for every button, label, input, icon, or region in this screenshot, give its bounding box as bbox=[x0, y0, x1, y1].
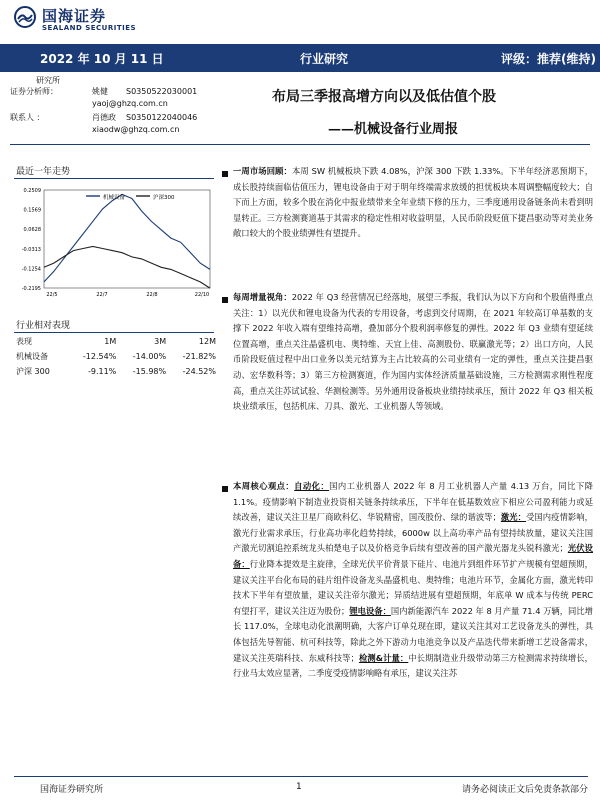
paragraph-text: 2022 年 Q3 经营情况已经落地，展望三季报，我们认为以下方向和个股值得重点关注：1）以光伏和锂电设备为代表的专用设备，考虑到交付周期，在 2021 年较高订单基数的支撑下 2022 年收入端有望维持高增，叠加部分个股利润率修复的弹性。2022 年 Q3 业绩有望延续位置高增，重点关注晶盛机电、奥特维、天宜上佳、高测股份、联赢激光等；2）出口方向，人民币阶段贬值过程中出口业务以美元结算为主占比较高的公司业绩有一定的弹性，重点关注捷昌驱动、宏华数科等；3）第三方检测赛道，作为国内实体经济质量基础设施，三方检测需求刚性程度高，重点关注苏试试验、华测检测等。另外通用设备板块业绩持续承压，预计 2022 年 Q3 相关板块业绩承压，包括机床、刀具、激光、工业机器人等领域。 bbox=[233, 292, 593, 412]
topic-automation: 自动化： bbox=[294, 481, 330, 491]
report-date: 2022 年 10 月 11 日 bbox=[40, 52, 164, 66]
footer-source: 国海证券研究所 bbox=[40, 785, 104, 795]
topic-laser: 激光： bbox=[500, 512, 527, 523]
report-rating: 评级：推荐(维持) bbox=[501, 52, 596, 66]
topic-lithium-equipment: 锂电设备： bbox=[349, 605, 391, 616]
table-cell: -24.52% bbox=[182, 367, 216, 376]
y-tick-label: -0.1254 bbox=[21, 266, 41, 273]
chart-divider bbox=[14, 178, 214, 179]
table-cell: -9.11% bbox=[87, 367, 117, 376]
chart-plot-area bbox=[44, 190, 210, 288]
footer-divider bbox=[14, 776, 588, 777]
table-cell: 沪深 300 bbox=[16, 367, 50, 376]
table-cell: -21.82% bbox=[182, 352, 216, 361]
contact-name: 肖德政 bbox=[92, 113, 116, 122]
y-tick-label: -0.2195 bbox=[21, 286, 41, 292]
table-cell: 机械设备 bbox=[16, 352, 48, 361]
header-cell: 12M bbox=[198, 337, 216, 346]
paragraph-lead: 一周市场回顾： bbox=[233, 166, 292, 176]
report-subtitle: ——机械设备行业周报 bbox=[328, 122, 459, 137]
analyst-email[interactable]: yaoj@ghzq.com.cn bbox=[92, 99, 168, 108]
header-cell: 表现 bbox=[16, 337, 32, 346]
paragraph-text: 中长期制造业升级带动第三方检测需求持续增长，行业马太效应显著，二季度受疫情影响略有承压，建议关注苏 bbox=[233, 652, 593, 679]
page-number: 1 bbox=[296, 782, 302, 792]
paragraph-text: 行业降本提效是主旋律，全球光伏平价背景下硅片、电池片到组件环节扩产规模有望超预期，建议关注平台化布局的硅片组件设备龙头晶盛机电、奥特维；电池片环节，金属化方面，激光转印技术下半年有望放量，建议关注帝尔激光；异质结进展有望超预期，年底单 W 成本与传统 PERC 有望打平，建议关注迈为股份； bbox=[233, 558, 593, 616]
table-cell: -14.00% bbox=[132, 352, 167, 361]
analyst-role: 证券分析师： bbox=[10, 87, 58, 96]
bullet-icon bbox=[222, 171, 228, 177]
topic-pv-equipment: 光伏设备： bbox=[233, 543, 593, 569]
header-cell: 1M bbox=[104, 337, 117, 346]
x-tick-label: 22/10 bbox=[194, 292, 210, 298]
bullet-icon bbox=[222, 297, 228, 303]
analyst-name: 姚健 bbox=[92, 87, 108, 96]
table-row bbox=[16, 349, 216, 364]
table-cell: -12.54% bbox=[82, 352, 117, 361]
footer-disclaimer: 请务必阅读正文后免责条款部分 bbox=[461, 785, 588, 795]
table-cell: -15.98% bbox=[132, 367, 167, 376]
x-tick-label: 22/8 bbox=[146, 292, 158, 298]
trend-chart bbox=[10, 182, 220, 312]
x-tick-label: 22/7 bbox=[96, 292, 108, 298]
table-header-row bbox=[16, 334, 216, 349]
paragraph-market-review bbox=[233, 164, 593, 242]
legend-label-0: 机械设备 bbox=[103, 195, 126, 201]
title-divider bbox=[10, 144, 590, 145]
paragraph-core-views bbox=[233, 479, 593, 682]
contact-cert: S0350122040046 bbox=[126, 113, 198, 122]
paragraph-text: 国内新能源汽车 2022 年 8 月产量 71.4 万辆，同比增长 117.0%，全球电动化浪潮明确，大客户订单兑现在即，建议关注其对工艺设备龙头的弹性，具体包括先导智能、杭可科技等，除此之外下游动力电池竞争以及产品迭代带来新增工艺设备需求，建议关注英瑞科技、东威科技等； bbox=[233, 605, 593, 663]
y-tick-label: 0.2509 bbox=[23, 188, 41, 194]
paragraph-text: 本周 SW 机械板块下跌 4.08%，沪深 300 下跌 1.33%。下半年经济恶预期下，成长股持续面临估值压力，锂电设备由于对于明年终端需求放缓的担忧板块本周调整幅度较大；自下而上方面，较多个股在消化中报业绩带来全年业绩下修的压力，三季度通用设备链条尚未看到明显转正。三方检测赛道基于其需求的稳定性相对收益明显，人民币阶段贬值下捷昌驱动等对美业务敞口较大的个股业绩弹性有望提升。 bbox=[233, 166, 593, 239]
contact-role: 联系人 ： bbox=[10, 113, 45, 122]
topic-testing: 检测&计量： bbox=[358, 652, 409, 663]
header-cell: 3M bbox=[154, 337, 167, 346]
bullet-icon bbox=[222, 486, 228, 492]
research-dept-label: 研究所 bbox=[36, 76, 60, 85]
paragraph-text: 国内工业机器人 2022 年 8 月工业机器人产量 4.13 万台，同比下降 1.1%。疫情影响下制造业投资相关链条持续承压，下半年在低基数效应下相应公司盈利能力或延续改善，建议关注卫星厂商欧科亿、华锐精密，国茂股份、绿的谐波等； bbox=[233, 481, 593, 523]
contact-email[interactable]: xiaodw@ghzq.com.cn bbox=[92, 125, 180, 134]
series-line-0 bbox=[44, 194, 210, 282]
performance-table bbox=[16, 334, 216, 379]
report-title: 布局三季报高增方向以及低估值个股 bbox=[272, 89, 496, 105]
y-tick-label: -0.0313 bbox=[21, 246, 41, 253]
y-tick-label: 0.1569 bbox=[23, 207, 41, 214]
y-tick-label: 0.0628 bbox=[23, 227, 41, 234]
x-tick-label: 22/5 bbox=[46, 292, 58, 298]
paragraph-lead: 每周增量视角： bbox=[233, 292, 292, 302]
paragraph-lead: 本周核心观点： bbox=[233, 481, 295, 491]
company-name-en: SEALAND SECURITIES bbox=[42, 24, 137, 32]
company-name-cn: 国海证券 bbox=[42, 7, 107, 25]
company-logo-icon bbox=[14, 6, 36, 28]
table-row bbox=[16, 364, 216, 379]
analyst-cert: S0350522030001 bbox=[126, 87, 198, 96]
report-type: 行业研究 bbox=[300, 52, 349, 66]
performance-divider bbox=[14, 332, 214, 333]
chart-legend bbox=[86, 193, 175, 201]
paragraph-text: 受国内疫情影响，激光行业需求承压，行业高功率化趋势持续，6000w 以上高功率产品有望持续放量，建议关注国产激光切割追控系统龙头柏楚电子以及价格竞争后续有望改善的国产激光器龙头锐科激光； bbox=[233, 512, 593, 554]
paragraph-incremental-view bbox=[233, 290, 593, 415]
legend-label-1: 沪深300 bbox=[153, 195, 175, 201]
header-banner bbox=[0, 44, 600, 72]
performance-title: 行业相对表现 bbox=[16, 321, 71, 331]
chart-section-title: 最近一年走势 bbox=[16, 167, 71, 177]
